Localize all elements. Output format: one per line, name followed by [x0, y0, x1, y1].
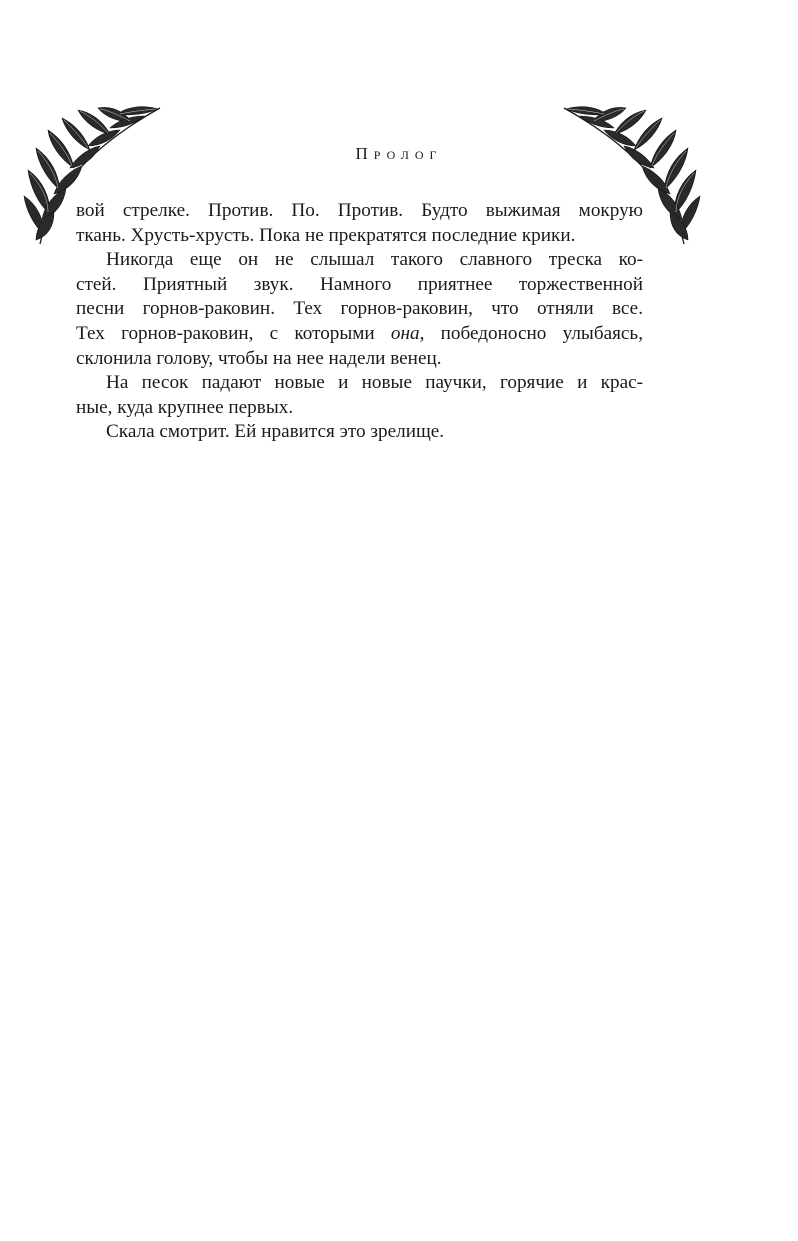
italic-emphasis: она [390, 322, 420, 344]
text-line [76, 322, 643, 347]
paragraph [76, 248, 643, 371]
chapter-title: Пролог [355, 144, 443, 163]
text-line: песни горнов-раковин. Тех горнов-раковин, что отняли все. [76, 298, 643, 320]
text-line: Скала смотрит. Ей нравится это зрелище. [106, 421, 445, 443]
body-text [76, 199, 643, 445]
text-line: ные, куда крупнее первых. [76, 396, 294, 418]
paragraph [76, 199, 643, 248]
text-fragment: Тех горнов-раковин, с которыми [76, 322, 391, 344]
text-line: Никогда еще он не слышал такого славного треска ко- [106, 249, 643, 271]
text-line: стей. Приятный звук. Намного приятнее торжественной [76, 273, 643, 295]
paragraph [76, 371, 643, 420]
text-fragment: , победоносно улыбаясь, [419, 322, 643, 344]
text-line: вой стрелке. Против. По. Против. Будто выжимая мокрую [76, 200, 643, 221]
text-line: ткань. Хрусть-хрусть. Пока не прекратятся последние крики. [76, 224, 576, 246]
text-line: склонила голову, чтобы на нее надели венец. [76, 347, 442, 369]
text-line: На песок падают новые и новые паучки, горячие и крас- [106, 372, 643, 394]
paragraph [76, 420, 643, 445]
